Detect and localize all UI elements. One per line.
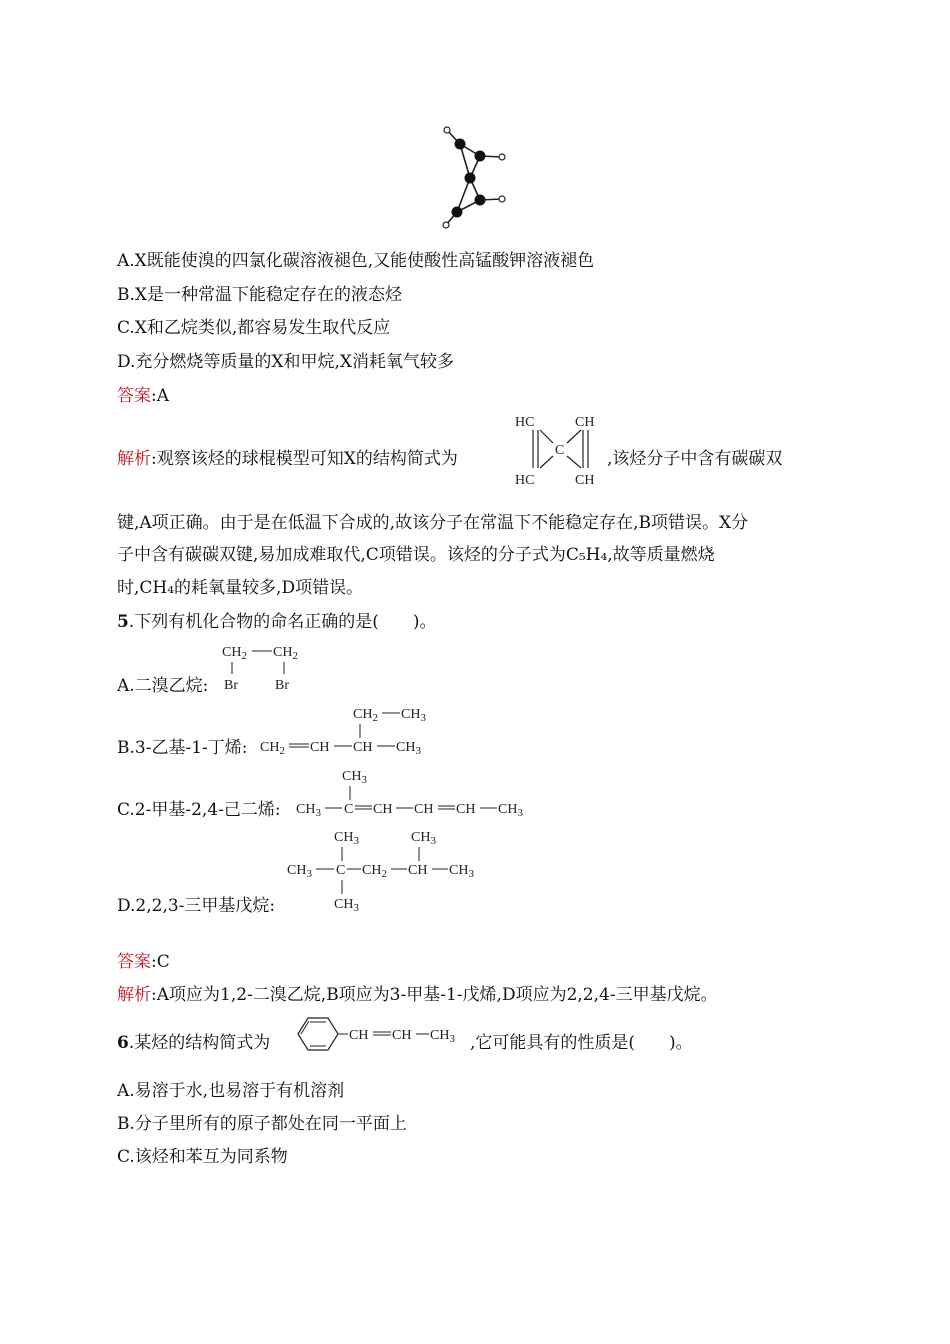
q4-option-c: C.X和乙烷类似,都容易发生取代反应	[117, 318, 391, 338]
svg-text:CH3: $CH_3$	[498, 802, 523, 819]
analysis-label: 解析	[117, 985, 151, 1005]
svg-text:CH: CH	[349, 1028, 369, 1043]
svg-text:CH2: $CH_2$	[362, 863, 387, 880]
svg-text:CH3: $CH_3$	[449, 863, 474, 880]
q5-option-c: C.2-甲基-2,4-己二烯:	[117, 800, 281, 820]
answer-label: 答案	[117, 952, 151, 972]
svg-text:CH: CH	[310, 740, 330, 755]
svg-text:CH3: $CH_3$	[396, 740, 421, 757]
svg-text:CH2: $CH_2$	[353, 707, 378, 724]
q4-analysis-line4: 时,CH₄的耗氧量较多,D项错误。	[117, 578, 364, 598]
svg-text:C: C	[344, 802, 354, 817]
q4-analysis-line2: 键,A项正确。由于是在低温下合成的,故该分子在常温下不能稳定存在,B项错误。X分	[117, 513, 749, 533]
answer-label: 答案	[117, 386, 151, 406]
q5-b-structure	[260, 702, 440, 757]
svg-text:CH2: $CH_2$	[222, 645, 247, 662]
struct-hc-bottom-left: HC	[515, 473, 535, 488]
svg-text:CH3: $CH_3$	[334, 897, 359, 914]
svg-text:CH: CH	[392, 1028, 412, 1043]
q4-analysis-line1-end: ,该烃分子中含有碳碳双	[607, 449, 783, 469]
ball-stick-model-icon	[430, 120, 520, 235]
q5-answer: 答案:C	[117, 952, 170, 972]
q6-stem-end: ,它可能具有的性质是( )。	[470, 1033, 693, 1053]
svg-text:CH2: $CH_2$	[273, 645, 298, 662]
q5-option-a: A.二溴乙烷:	[117, 676, 209, 696]
svg-text:CH: CH	[353, 740, 373, 755]
q6-structure	[290, 1014, 470, 1054]
svg-text:CH3: $CH_3$	[430, 1028, 455, 1045]
q5-d-structure	[287, 825, 487, 915]
q5-option-d: D.2,2,3-三甲基戊烷:	[117, 896, 276, 916]
svg-text:CH: CH	[456, 802, 476, 817]
struct-hc-top-left: HC	[515, 415, 535, 430]
svg-text:CH2: $CH_2$	[260, 740, 285, 757]
analysis-label: 解析	[117, 449, 151, 469]
q6-option-a: A.易溶于水,也易溶于有机溶剂	[117, 1081, 345, 1101]
q4-option-d: D.充分燃烧等质量的X和甲烷,X消耗氧气较多	[117, 352, 455, 372]
svg-text:CH: CH	[414, 802, 434, 817]
svg-text:CH3: $CH_3$	[411, 830, 436, 847]
q6-stem: 6.某烃的结构简式为	[117, 1033, 271, 1053]
q4-option-b: B.X是一种常温下能稳定存在的液态烃	[117, 285, 402, 305]
q6-option-c: C.该烃和苯互为同系物	[117, 1147, 288, 1167]
svg-text:Br: Br	[275, 678, 289, 693]
q5-option-b: B.3-乙基-1-丁烯:	[117, 738, 248, 758]
svg-text:C: C	[336, 863, 346, 878]
q4-option-a: A.X既能使溴的四氯化碳溶液褪色,又能使酸性高锰酸钾溶液褪色	[117, 251, 595, 271]
svg-text:Br: Br	[224, 678, 238, 693]
struct-ch-bottom-right: CH	[575, 473, 595, 488]
q6-option-b: B.分子里所有的原子都处在同一平面上	[117, 1114, 407, 1134]
struct-c-center: C	[555, 443, 565, 458]
q5-analysis: 解析:A项应为1,2-二溴乙烷,B项应为3-甲基-1-戊烯,D项应为2,2,4-三甲基戊烷。	[117, 985, 718, 1005]
svg-text:CH: CH	[408, 863, 428, 878]
q4-analysis-line1: 解析:观察该烃的球棍模型可知X的结构简式为	[117, 449, 458, 469]
q5-stem: 5.下列有机化合物的命名正确的是( )。	[117, 612, 437, 632]
struct-ch-top-right: CH	[575, 415, 595, 430]
c5h4-structure	[513, 410, 608, 490]
svg-text:CH3: $CH_3$	[342, 769, 367, 786]
q4-answer: 答案:A	[117, 386, 170, 406]
svg-text:CH: CH	[373, 802, 393, 817]
svg-text:CH3: $CH_3$	[287, 863, 312, 880]
svg-text:CH3: $CH_3$	[334, 830, 359, 847]
q5-c-structure	[296, 764, 536, 819]
svg-text:CH3: $CH_3$	[401, 707, 426, 724]
svg-text:CH3: $CH_3$	[296, 802, 321, 819]
q4-analysis-line3: 子中含有碳碳双键,易加成难取代,C项错误。该烃的分子式为C₅H₄,故等质量燃烧	[117, 545, 715, 565]
q5-a-structure	[222, 640, 312, 695]
